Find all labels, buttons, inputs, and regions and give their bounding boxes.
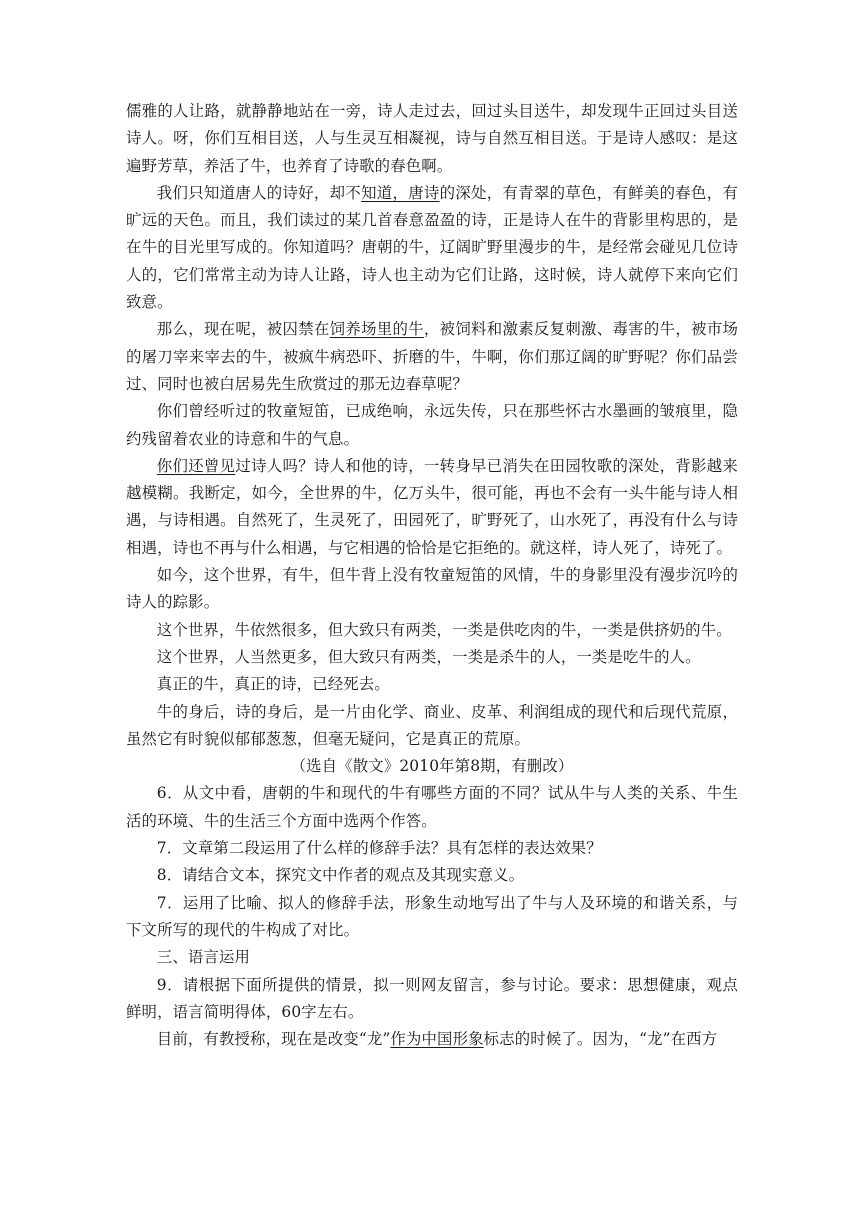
question-8: 8．请结合文本，探究文中作者的观点及其现实意义。 (156, 866, 525, 885)
question-9: 9．请根据下面所提供的情景，拟一则网友留言，参与讨论。要求：思想健康，观点鲜明，语言简明得体，60字左右。 (126, 975, 738, 1021)
paragraph-modern-cattle: 那么，现在呢，被囚禁在饲养场里的牛，被饲料和激素反复刺激、毒害的牛，被市场的屠刀宰来宰去的牛，被疯牛病恐吓、折磨的牛，牛啊，你们那辽阔的旷野呢？你们品尝过、同时也被白居易先生欣赏过的那无边春草呢？ (126, 320, 738, 393)
underlined-phrase: 知道，唐诗 (361, 183, 440, 202)
answer-7: 7．运用了比喻、拟人的修辞手法，形象生动地写出了牛与人及环境的和谐关系，与下文所写的现代的牛构成了对比。 (126, 893, 738, 939)
question-7: 7．文章第二段运用了什么样的修辞手法？具有怎样的表达效果？ (156, 839, 602, 858)
paragraph-today: 如今，这个世界，有牛，但牛背上没有牧童短笛的风情，牛的身影里没有漫步沉吟的诗人的踪影。 (126, 566, 738, 612)
paragraph-two-kinds-people: 这个世界，人当然更多，但大致只有两类，一类是杀牛的人，一类是吃牛的人。 (156, 647, 701, 666)
underlined-phrase: 饲养场里的牛 (329, 320, 424, 339)
paragraph-tang-poetry: 我们只知道唐人的诗好，却不知道，唐诗的深处，有青翠的草色，有鲜美的春色，有旷远的天色。而且，我们读过的某几首春意盈盈的诗，正是诗人在牛的背影里构思的，是在牛的目光里写成的。你知道吗？唐朝的牛，辽阔旷野里漫步的牛，是经常会碰见几位诗人的，它们常常主动为诗人让路，诗人也主动为它们让路，这时候，诗人就停下来向它们致意。 (126, 183, 738, 312)
question-6: 6．从文中看，唐朝的牛和现代的牛有哪些方面的不同？试从牛与人类的关系、牛生活的环境、牛的生活三个方面中选两个作答。 (126, 784, 738, 830)
section-heading-language-use: 三、语言运用 (156, 948, 251, 967)
underlined-phrase: 你们还曾见 (156, 456, 236, 475)
paragraph-poet-gone: 你们还曾见过诗人吗？诗人和他的诗，一转身早已消失在田园牧歌的深处，背影越来越模糊。我断定，如今，全世界的牛，亿万头牛，很可能，再也不会有一头牛能与诗人相遇，与诗相遇。自然死了，生灵死了，田园死了，旷野死了，山水死了，再没有什么与诗相遇，诗也不再与什么相遇，与它相遇的恰恰是它拒绝的。就这样，诗人死了，诗死了。 (126, 456, 738, 557)
source-citation: （选自《散文》2010年第8期，有删改） (290, 757, 574, 776)
paragraph-two-kinds-cattle: 这个世界，牛依然很多，但大致只有两类，一类是供吃肉的牛，一类是供挤奶的牛。 (156, 620, 732, 639)
paragraph-true-cattle: 真正的牛，真正的诗，已经死去。 (156, 675, 390, 694)
paragraph-continuation: 儒雅的人让路，就静静地站在一旁，诗人走过去，回过头目送牛，却发现牛正回过头目送诗人。呀，你们互相目送，人与生灵互相凝视，诗与自然互相目送。于是诗人感叹：是这遍野芳草，养活了牛，也养育了诗歌的春色啊。 (126, 102, 738, 175)
underlined-phrase: 作为中国形象 (390, 1030, 484, 1049)
paragraph-wasteland: 牛的身后，诗的身后，是一片由化学、商业、皮革、利润组成的现代和后现代荒原，虽然它有时貌似郁郁葱葱，但毫无疑问，它是真正的荒原。 (126, 702, 738, 748)
document-body (126, 98, 738, 1053)
paragraph-shepherd-flute: 你们曾经听过的牧童短笛，已成绝响，永远失传，只在那些怀古水墨画的皱痕里，隐约残留着农业的诗意和牛的气息。 (126, 402, 738, 448)
paragraph-dragon-scenario: 目前，有教授称，现在是改变“龙”作为中国形象标志的时候了。因为，“龙”在西方 (156, 1030, 718, 1049)
